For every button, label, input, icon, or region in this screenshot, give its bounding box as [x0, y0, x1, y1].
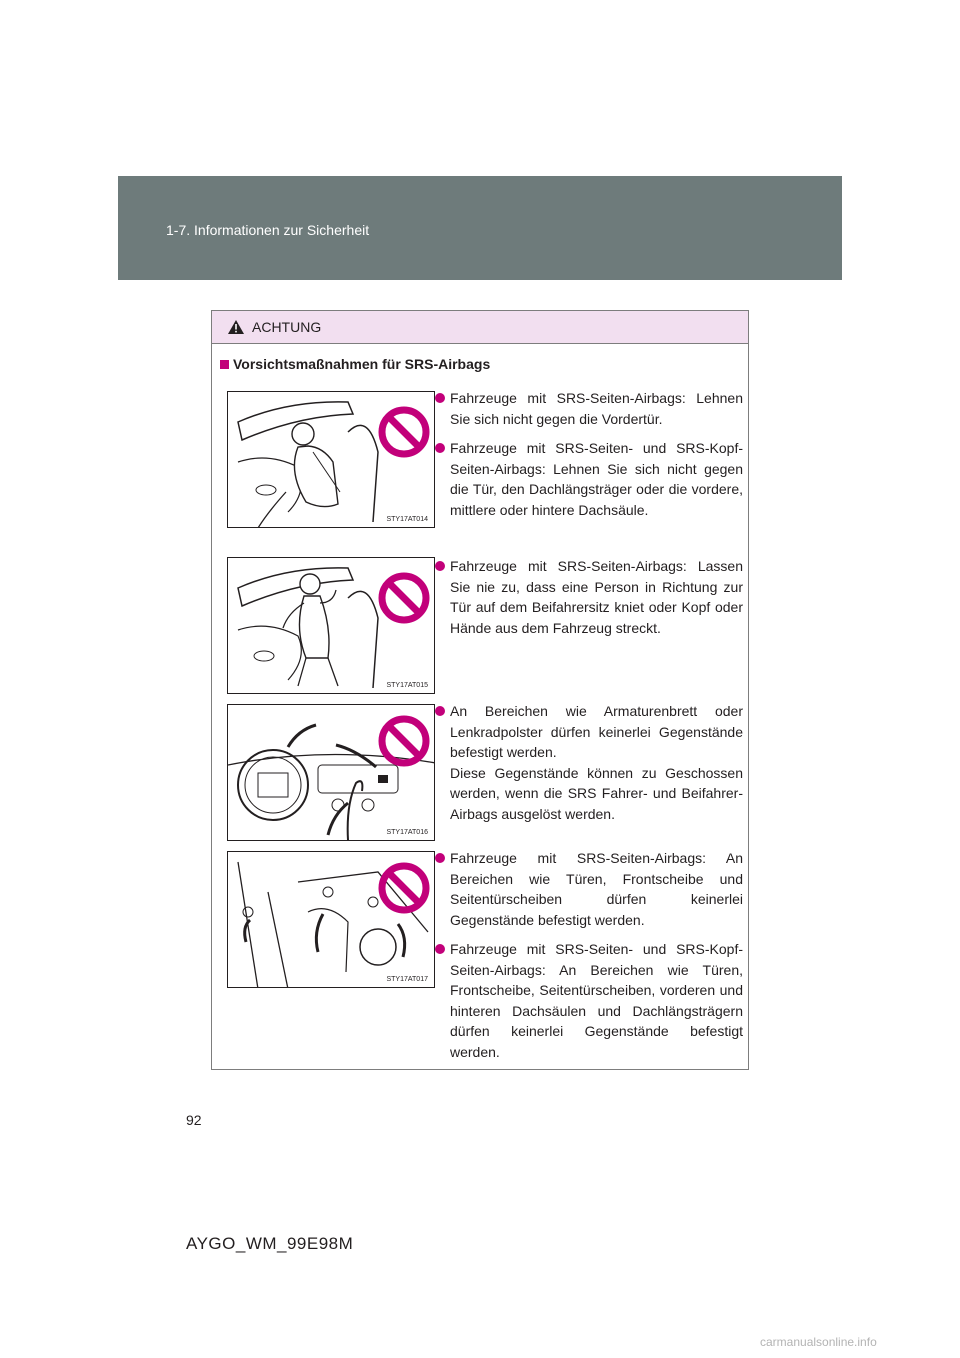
figure-code: STY17AT017 [386, 976, 428, 983]
header-band [118, 176, 842, 280]
page-number: 92 [186, 1112, 202, 1128]
bullet-dot-icon [435, 443, 445, 453]
bullet-item: Fahrzeuge mit SRS-Seiten-Airbags: Lassen Sie nie zu, dass eine Person in Richtung zur Tür auf dem Beifahrersitz kniet oder Kopf oder Hände aus dem Fahrzeug streckt. [435, 556, 743, 638]
figure-kneeling-passenger [227, 557, 435, 694]
bullets-group-3 [435, 701, 743, 833]
figure-code: STY17AT016 [386, 829, 428, 836]
figure-code: STY17AT014 [386, 516, 428, 523]
figure-leaning-on-door [227, 391, 435, 528]
section-header: 1-7. Informationen zur Sicherheit [166, 222, 370, 238]
bullet-item: Fahrzeuge mit SRS-Seiten-Airbags: Lehnen Sie sich nicht gegen die Vordertür. [435, 388, 743, 429]
bullets-group-4 [435, 848, 743, 1071]
warning-title: ACHTUNG [252, 319, 322, 335]
watermark: carmanualsonline.info [760, 1335, 877, 1349]
square-bullet-icon [220, 360, 229, 369]
warning-box [211, 310, 749, 1070]
section-title-text: Vorsichtsmaßnahmen für SRS-Airbags [233, 356, 491, 372]
warning-triangle-icon [228, 320, 244, 334]
figure-dashboard-objects [227, 704, 435, 841]
warning-header [212, 311, 748, 344]
bullets-group-2 [435, 556, 743, 647]
bullet-item: An Bereichen wie Armaturenbrett oder Lenkradpolster dürfen keinerlei Gegenstände befestigt werden. [435, 701, 743, 763]
bullets-group-1 [435, 388, 743, 529]
bullet-continuation: Diese Gegenstände können zu Geschossen werden, wenn die SRS Fahrer- und Beifahrer-Airbags ausgelöst werden. [450, 764, 743, 822]
figure-code: STY17AT015 [386, 682, 428, 689]
prohibition-icon [378, 572, 430, 624]
bullet-dot-icon [435, 706, 445, 716]
bullet-dot-icon [435, 944, 445, 954]
prohibition-icon [378, 715, 430, 767]
document-code: AYGO_WM_99E98M [186, 1234, 354, 1253]
bullet-item: Fahrzeuge mit SRS-Seiten- und SRS-Kopf-Seiten-Airbags: Lehnen Sie sich nicht gegen die Tür, den Dachlängsträger oder die vordere, mittlere oder hintere Dachsäule. [435, 438, 743, 520]
prohibition-icon [378, 862, 430, 914]
figure-door-window-objects [227, 851, 435, 988]
section-title [220, 356, 490, 372]
bullet-item: Fahrzeuge mit SRS-Seiten-Airbags: An Bereichen wie Türen, Frontscheibe und Seitentürscheiben dürfen keinerlei Gegenstände befestigt werden. [435, 848, 743, 930]
bullet-dot-icon [435, 853, 445, 863]
prohibition-icon [378, 406, 430, 458]
bullet-item: Fahrzeuge mit SRS-Seiten- und SRS-Kopf-Seiten-Airbags: An Bereichen wie Türen, Frontscheibe, Seitentürscheiben, vorderen und hinteren Dachsäulen und Dachlängsträgern dürfen keinerlei Gegenstände befestigt werden. [435, 939, 743, 1062]
bullet-dot-icon [435, 561, 445, 571]
bullet-dot-icon [435, 393, 445, 403]
